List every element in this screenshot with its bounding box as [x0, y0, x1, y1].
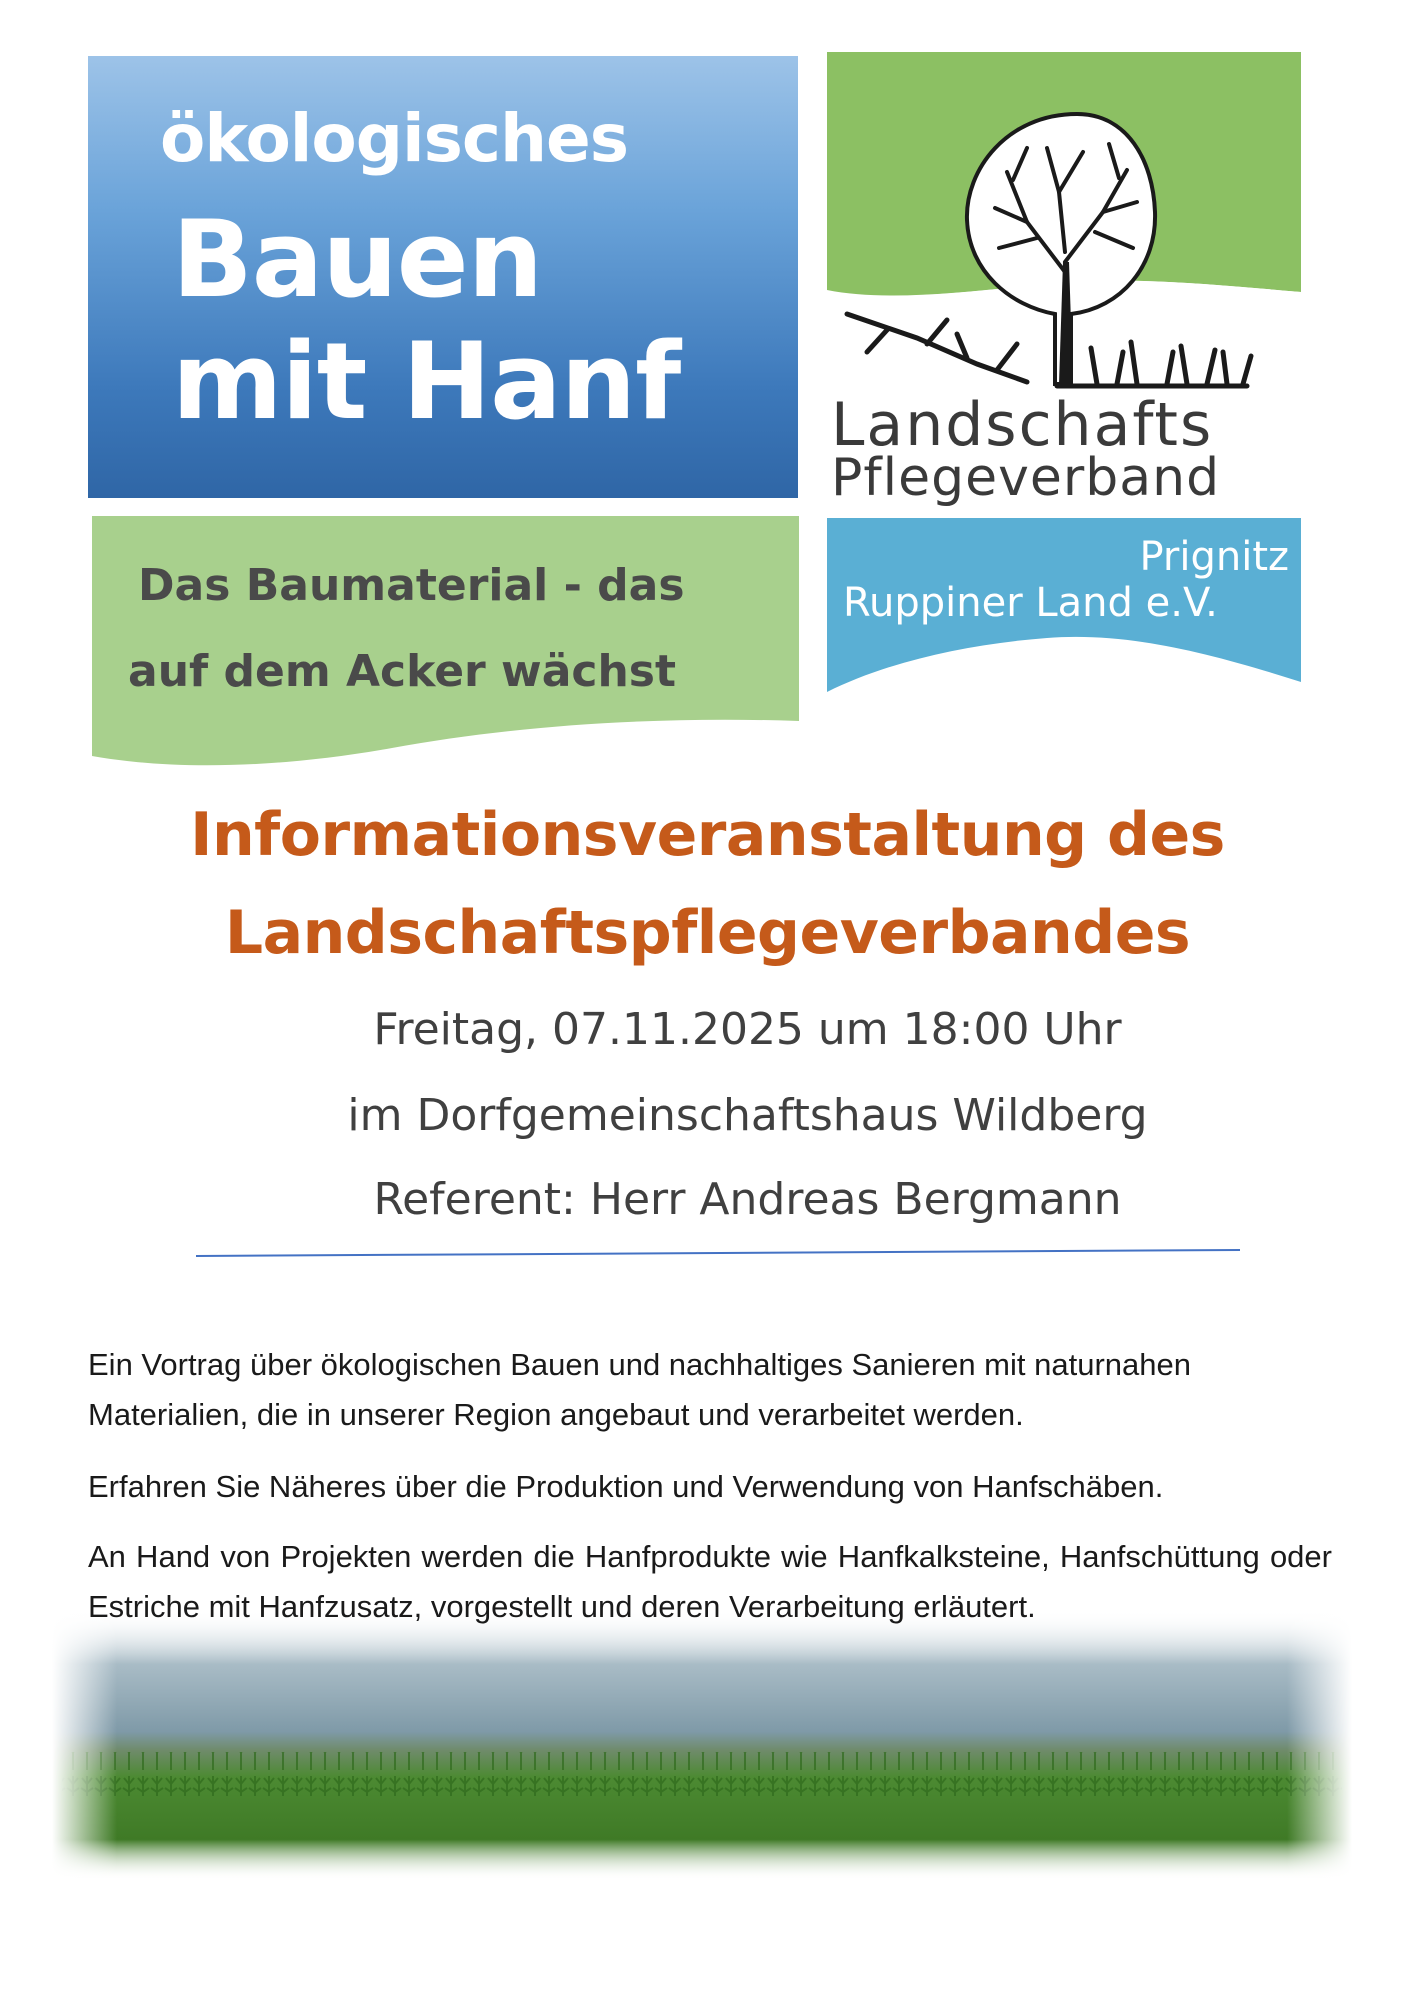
hemp-field-image [52, 1610, 1352, 1880]
event-heading-line-2: Landschaftspflegeverbandes [224, 898, 1191, 968]
subtitle-background [92, 516, 799, 771]
description-paragraph-1: Ein Vortrag über ökologischen Bauen und nachhaltiges Sanieren mit naturnahen Materialien, die in unserer Region angebaut und verarbeitet werden. [88, 1347, 1191, 1432]
title-line-1: ökologisches [160, 100, 629, 177]
event-date: Freitag, 07.11.2025 um 18:00 Uhr [373, 1004, 1122, 1055]
subtitle-line-1: Das Baumaterial - das [138, 560, 685, 611]
description-paragraph-2: Erfahren Sie Näheres über die Produktion und Verwendung von Hanfschäben. [88, 1469, 1164, 1504]
title-box [88, 56, 798, 498]
event-location: im Dorfgemeinschaftshaus Wildberg [347, 1090, 1148, 1141]
event-heading-line-1: Informationsveranstaltung des [190, 800, 1225, 870]
title-line-3: mit Hanf [172, 320, 681, 443]
logo-name-line-2: Pflegeverband [831, 448, 1221, 508]
subtitle-line-2: auf dem Acker wächst [128, 646, 677, 697]
subtitle-box [92, 516, 799, 771]
logo-name-line-1: Landschafts [831, 390, 1214, 460]
title-line-2: Bauen [172, 198, 543, 321]
logo-region-line-1: Prignitz [1139, 534, 1289, 580]
association-logo [827, 52, 1301, 692]
event-speaker: Referent: Herr Andreas Bergmann [373, 1174, 1122, 1225]
divider-line [196, 1248, 1240, 1258]
description-paragraph-3: An Hand von Projekten werden die Hanfprodukte wie Hanfkalksteine, Hanfschüttung oder Estriche mit Hanfzusatz, vorgestellt und deren Verarbeitung erläutert. [88, 1539, 1332, 1624]
logo-region-line-2: Ruppiner Land e.V. [843, 580, 1218, 626]
